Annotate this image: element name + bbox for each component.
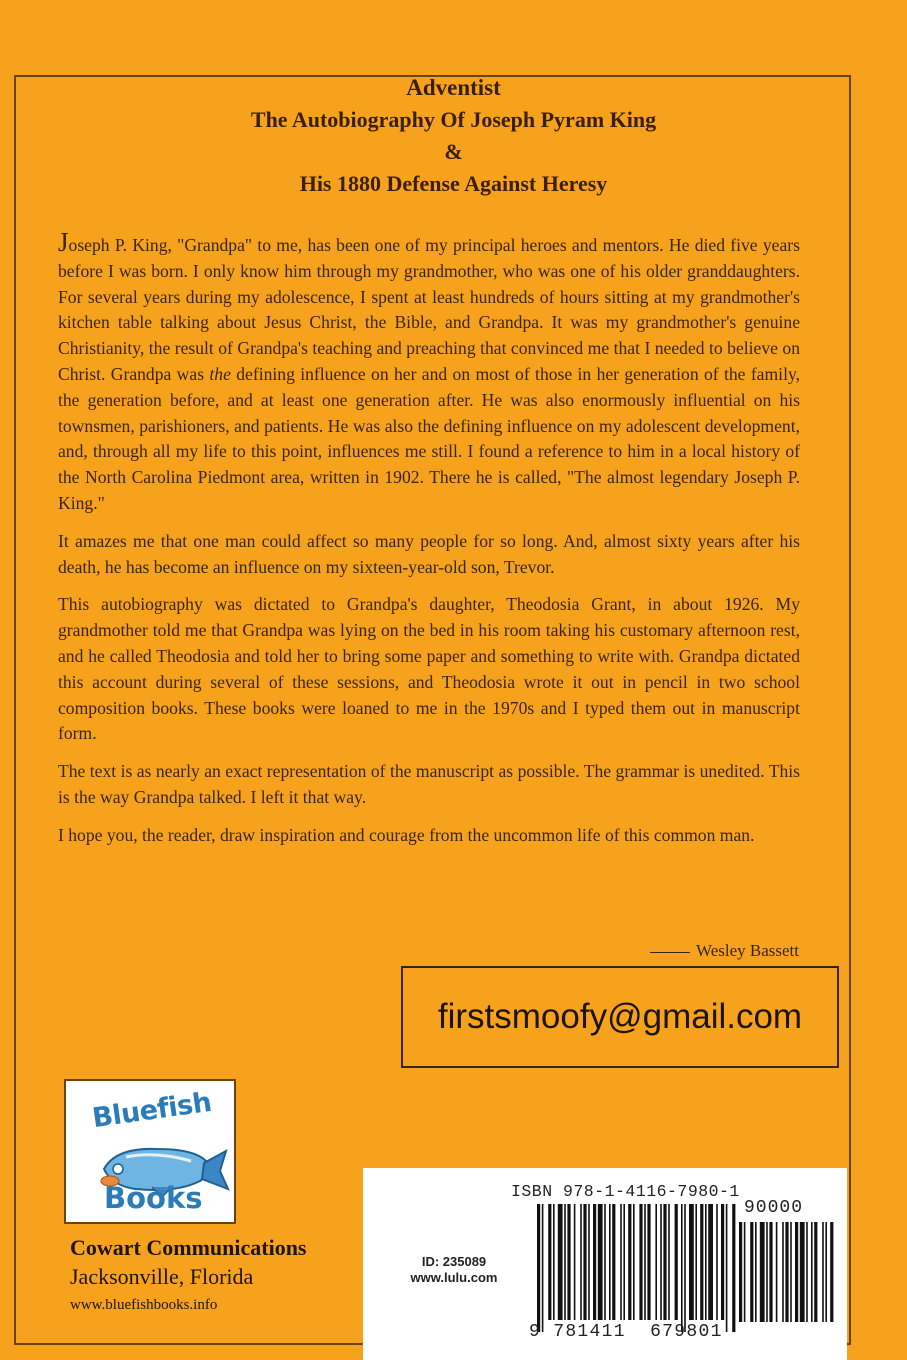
barcode-panel <box>363 1168 847 1360</box>
title-ampersand: & <box>444 139 463 164</box>
book-title: The Autobiography Of Joseph Pyram King <box>250 107 657 132</box>
paragraph-1 <box>58 227 801 517</box>
drop-cap: J <box>58 227 69 257</box>
paragraph-2: It amazes me that one man could affect so many people for so long. And, almost sixty years after his death, he has become an influence on my sixteen-year-old son, Trevor. <box>58 530 800 577</box>
barcode-bar <box>760 1222 765 1322</box>
logo-text-bluefish: Bluefish <box>90 1086 214 1135</box>
signature-dash <box>650 952 690 953</box>
barcode-bar <box>782 1222 784 1322</box>
isbn-label: ISBN 978-1-4116-7980-1 <box>511 1182 740 1201</box>
barcode-bar <box>766 1222 768 1322</box>
paragraph-5: I hope you, the reader, draw inspiration and courage from the uncommon life of this common man. <box>58 824 755 845</box>
ean-left-digits: 781411 <box>553 1322 626 1342</box>
barcode-bar <box>776 1222 778 1322</box>
publisher-name: Cowart Communications <box>70 1235 307 1260</box>
barcode-bar <box>795 1222 798 1322</box>
paragraph-4: The text is as nearly an exact representation of the manuscript as possible. The grammar is unedited. This is the way Grandpa talked. I left it that way. <box>58 761 800 807</box>
ean-first-digit: 9 <box>529 1322 542 1342</box>
ean-digits <box>529 1322 723 1342</box>
series-title: Adventist <box>406 75 501 100</box>
publisher-city: Jacksonville, Florida <box>70 1264 254 1289</box>
barcode-bar <box>811 1222 813 1322</box>
barcode-bar <box>769 1222 772 1322</box>
emphasis-word: the <box>209 363 231 384</box>
barcode-bar <box>830 1222 833 1322</box>
book-subtitle: His 1880 Defense Against Heresy <box>299 171 608 196</box>
barcode-bar <box>814 1222 817 1322</box>
title-block <box>0 72 907 200</box>
paragraph-3: This autobiography was dictated to Grandpa's daughter, Theodosia Grant, in about 1926. My grandmother told me that Grandpa was lying on the bed in his room taking his customary afternoon rest, and he called Theodosia and told her to bring some paper and something to write with. Grandpa dictated this account during several of these sessions, and Theodosia wrote it out in pencil in two school composition books. These books were loaned to me in the 1970s and I typed them out in manuscript form. <box>58 594 800 744</box>
email-box <box>401 966 839 1068</box>
email-address: firstsmoofy@gmail.com <box>437 997 803 1036</box>
author-name: Wesley Bassett <box>696 941 799 960</box>
bluefish-books-logo <box>64 1079 236 1224</box>
barcode-bar <box>739 1222 742 1322</box>
paragraph-1-part-2: defining influence on her and on most of those in her generation of the family, the generation before, and at least one generation after. He was also enormously influential on his townsmen, parishioners, and patients. He was also the defining influence on my adolescent development, and, through all my life to this point, influences me still. I found a reference to him in a local history of the North Carolina Piedmont area, written in 1902. There he is called, "The almost legendary Joseph P. King." <box>58 363 801 513</box>
publisher-info <box>70 1234 307 1316</box>
price-code: 90000 <box>744 1198 804 1218</box>
barcode-bar <box>750 1222 753 1322</box>
barcode-bar <box>800 1222 805 1322</box>
blurb-text <box>58 227 801 861</box>
barcode-bar <box>785 1222 788 1322</box>
lulu-id-number: ID: 235089 <box>421 1254 487 1269</box>
lulu-url: www.lulu.com <box>410 1270 498 1285</box>
publisher-url: www.bluefishbooks.info <box>70 1297 218 1313</box>
barcode-bar <box>825 1222 827 1322</box>
ean-right-digits: 679801 <box>650 1322 723 1342</box>
barcode-bar <box>806 1222 808 1322</box>
signature <box>560 941 799 961</box>
barcode-bar <box>790 1222 792 1322</box>
barcode-bar <box>822 1222 824 1322</box>
barcode-bar <box>755 1222 757 1322</box>
paragraph-1-part-1: oseph P. King, "Grandpa" to me, has been one of my principal heroes and mentors. He died five years before I was born. I only know him through my grandmother, who was one of his older granddaughters. For several years during my adolescence, I spent at least hundreds of hours sitting at my grandmother's kitchen table talking about Jesus Christ, the Bible, and Grandpa. It was my grandmother's genuine Christianity, the result of Grandpa's teaching and preaching that convinced me that I needed to believe on Christ. Grandpa was <box>58 235 800 384</box>
barcode-bar <box>744 1222 746 1322</box>
logo-text-books: Books <box>104 1181 203 1215</box>
